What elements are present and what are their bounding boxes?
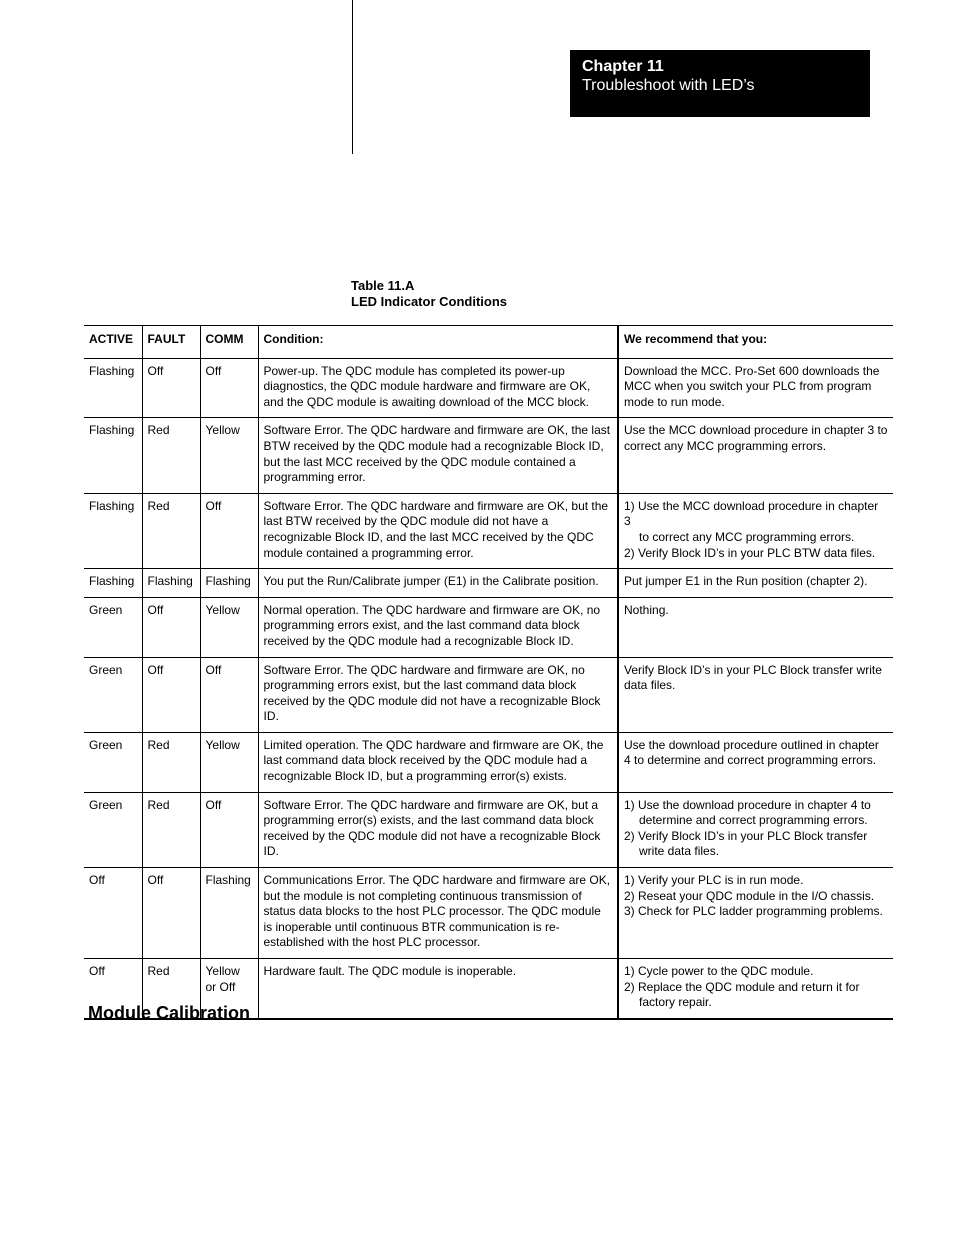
cell-recommendation (618, 569, 893, 598)
cell-condition: Software Error. The QDC hardware and firmware are OK, but the last BTW received by the QDC module did not have a recognizable Block ID, and the last MCC received by the QDC module contained a programming error. (258, 493, 618, 568)
cell-recommendation (618, 792, 893, 867)
recommendation-line: 1) Use the download procedure in chapter 4 to (624, 797, 871, 812)
recommendation-line: determine and correct programming errors. (639, 813, 868, 828)
recommendation-line: 3) Check for PLC ladder programming problems. (624, 904, 883, 919)
cell-comm: Yellow (200, 732, 258, 792)
table-row (84, 493, 893, 568)
cell-recommendation (618, 358, 893, 418)
recommendation-line: 2) Verify Block ID’s in your PLC Block transfer (624, 828, 868, 843)
cell-fault: Off (142, 868, 200, 959)
recommendation-line: Download the MCC. Pro-Set 600 downloads the MCC when you switch your PLC from program mode to run mode. (624, 363, 880, 409)
table-row (84, 792, 893, 867)
cell-condition: You put the Run/Calibrate jumper (E1) in the Calibrate position. (258, 569, 618, 598)
recommendation-line: factory repair. (639, 995, 712, 1010)
cell-fault: Red (142, 959, 200, 1019)
cell-recommendation (618, 657, 893, 732)
recommendation-line: 1) Verify your PLC is in run mode. (624, 873, 804, 888)
cell-fault: Red (142, 792, 200, 867)
cell-condition: Limited operation. The QDC hardware and firmware are OK, the last command data block received by the QDC module had a recognizable Block ID, but a programming error(s) exists. (258, 732, 618, 792)
cell-condition: Software Error. The QDC hardware and firmware are OK, no programming errors exist, but the last command data block received by the QDC module did not have a recognizable Block ID. (258, 657, 618, 732)
cell-active: Off (89, 873, 105, 888)
cell-fault: Off (142, 597, 200, 657)
led-indicator-table (84, 325, 893, 1020)
table-row (84, 597, 893, 657)
column-header-fault: FAULT (142, 326, 200, 359)
cell-active: Flashing (89, 423, 135, 438)
table-header-row (84, 326, 893, 359)
cell-recommendation (618, 959, 893, 1019)
cell-active: Off (89, 964, 105, 978)
cell-active: Green (89, 662, 123, 677)
column-header-active: ACTIVE (89, 332, 134, 346)
table-caption (351, 278, 507, 310)
cell-fault: Red (142, 493, 200, 568)
cell-comm: Flashing (200, 868, 258, 959)
cell-comm: Yellow or Off (200, 959, 258, 1019)
recommendation-line: to correct any MCC programming errors. (639, 529, 855, 544)
cell-comm: Yellow (200, 418, 258, 493)
cell-active: Green (89, 602, 123, 617)
column-header-comm: COMM (200, 326, 258, 359)
cell-recommendation (618, 732, 893, 792)
chapter-label: Chapter 11 (582, 58, 664, 75)
table-number: Table 11.A (351, 278, 415, 293)
cell-recommendation (618, 493, 893, 568)
table-row (84, 418, 893, 493)
table-title: LED Indicator Conditions (351, 294, 507, 309)
cell-active: Flashing (89, 498, 135, 513)
cell-comm: Off (200, 493, 258, 568)
cell-condition: Software Error. The QDC hardware and firmware are OK, the last BTW received by the QDC module had a recognizable Block ID, but the last MCC received by the QDC module contained a programming error. (258, 418, 618, 493)
cell-fault: Red (142, 418, 200, 493)
recommendation-line: Put jumper E1 in the Run position (chapter 2). (624, 574, 868, 589)
table-row (84, 569, 893, 598)
recommendation-line: Nothing. (624, 602, 669, 617)
table-row (84, 868, 893, 959)
cell-condition: Power-up. The QDC module has completed its power-up diagnostics, the QDC module hardware and firmware are OK, and the QDC module is awaiting download of the MCC block. (258, 358, 618, 418)
table-row (84, 657, 893, 732)
cell-comm: Flashing (200, 569, 258, 598)
margin-rule (352, 0, 353, 154)
cell-condition: Communications Error. The QDC hardware and firmware are OK, but the module is not completing continuous transmission of status data blocks to the host PLC processor. The QDC module is inoperable until continuous BTR communication is re-established with the host PLC processor. (258, 868, 618, 959)
column-header-recommendation: We recommend that you: (618, 326, 893, 359)
section-heading: Module Calibration (88, 1003, 250, 1023)
chapter-title: Troubleshoot with LED’s (582, 77, 755, 94)
chapter-header (570, 50, 870, 117)
table-body (84, 358, 893, 1019)
cell-fault: Flashing (142, 569, 200, 598)
cell-comm: Off (200, 358, 258, 418)
cell-active: Green (89, 797, 123, 812)
cell-comm: Off (200, 657, 258, 732)
cell-recommendation (618, 868, 893, 959)
table-row (84, 358, 893, 418)
cell-active: Flashing (89, 574, 135, 589)
cell-comm: Off (200, 792, 258, 867)
cell-fault: Off (142, 358, 200, 418)
cell-condition: Normal operation. The QDC hardware and firmware are OK, no programming errors exist, and the last command data block received by the QDC module had a recognizable Block ID. (258, 597, 618, 657)
cell-recommendation (618, 597, 893, 657)
recommendation-line: Verify Block ID’s in your PLC Block transfer write data files. (624, 662, 882, 693)
recommendation-line: 2) Verify Block ID’s in your PLC BTW data files. (624, 545, 876, 560)
cell-fault: Red (142, 732, 200, 792)
recommendation-line: Use the MCC download procedure in chapter 3 to correct any MCC programming errors. (624, 423, 888, 453)
recommendation-line: 2) Replace the QDC module and return it for (624, 979, 860, 994)
table-row (84, 732, 893, 792)
recommendation-line: Use the download procedure outlined in chapter 4 to determine and correct programming errors. (624, 737, 879, 768)
cell-fault: Off (142, 657, 200, 732)
recommendation-line: 2) Reseat your QDC module in the I/O chassis. (624, 888, 875, 903)
cell-active: Green (89, 737, 123, 752)
recommendation-line: 1) Use the MCC download procedure in chapter 3 (624, 498, 879, 529)
cell-condition: Hardware fault. The QDC module is inoperable. (258, 959, 618, 1019)
cell-recommendation (618, 418, 893, 493)
recommendation-line: 1) Cycle power to the QDC module. (624, 964, 814, 978)
recommendation-line: write data files. (639, 844, 720, 859)
column-header-condition: Condition: (258, 326, 618, 359)
cell-comm: Yellow (200, 597, 258, 657)
cell-active: Flashing (89, 363, 135, 378)
cell-condition: Software Error. The QDC hardware and firmware are OK, but a programming error(s) exists, and the last command data block received by the QDC module did not have a recognizable Block ID. (258, 792, 618, 867)
